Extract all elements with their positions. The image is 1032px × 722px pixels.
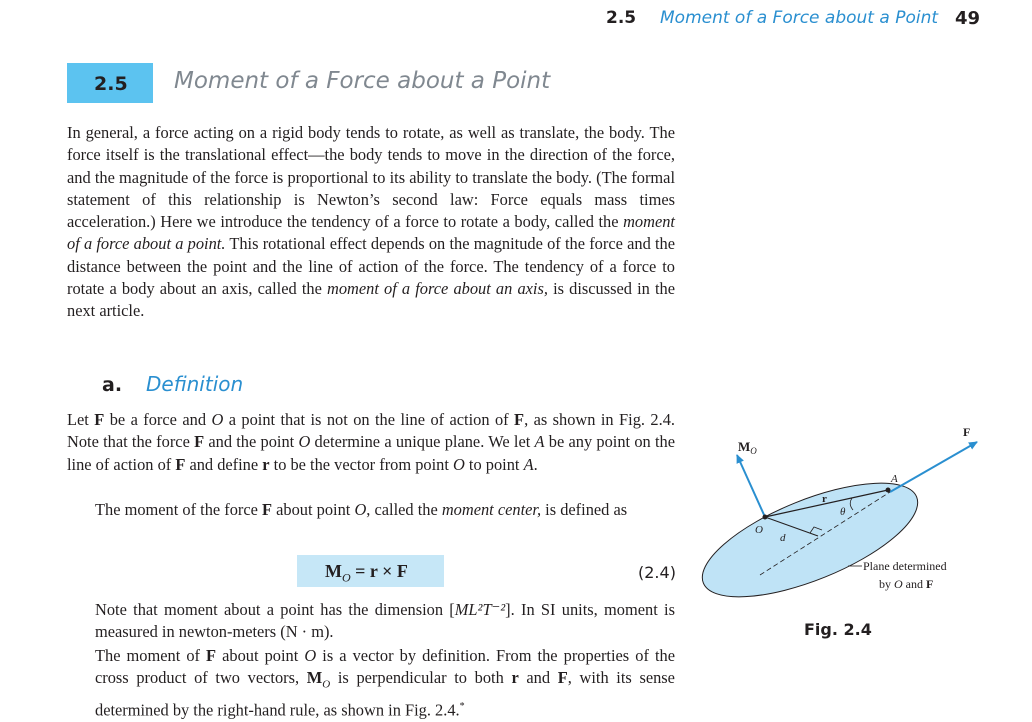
definition-paragraph: Let F be a force and O a point that is not on the line of action of F, as shown in Fig. 2.4. Note that the force F and the point O determine a unique plane. We let A be any point on the line of action of F and define r to be the vector from point O to point A. (67, 410, 675, 474)
plane-label-line1: Plane determined (863, 559, 947, 573)
point-O (763, 515, 768, 520)
section-number: 2.5 (94, 73, 128, 95)
label-O: O (755, 524, 763, 536)
label-F: F (963, 425, 971, 439)
header-section-number: 2.5 (606, 8, 637, 28)
section-title: Moment of a Force about a Point (174, 68, 551, 94)
subsection-label: a. (102, 374, 123, 396)
intro-paragraph: In general, a force acting on a rigid body tends to rotate, as well as translate, the body. The force itself is the translational effect—the body tends to move in the direction of the force, and the magnitude of the force is proportional to its ability to translate the body. (The formal statement of this relationship is Newton’s second law: Force equals mass times acceleration.) Here we introduce the tendency of a force to rotate a body, called the moment of a force about a point. This rotational effect depends on the magnitude of the force and the distance between the point and the line of action of the force. The tendency of a force to rotate a body about an axis, called the moment of a force about an axis, is discussed in the next article. (67, 123, 676, 321)
moment-vector (737, 455, 765, 517)
point-A (886, 488, 891, 493)
figure-moment-diagram (690, 420, 990, 620)
label-A: A (891, 473, 898, 485)
header-section-title: Moment of a Force about a Point (660, 8, 939, 28)
label-M: $M_O$ (738, 439, 757, 456)
label-d: d (780, 532, 786, 544)
moment-center-paragraph: The moment of the force F about point O, called the moment center, is defined as (95, 500, 628, 519)
running-header (0, 5, 1032, 31)
vector-paragraph: The moment of F about point O is a vector by definition. From the properties of the cross product of two vectors, $M_O$ is perpendicular to both r and F, with its sense determined by the right-hand rule, as shown in Fig. 2.4.* (95, 646, 675, 720)
equation: $M_O = r \times F$ (325, 561, 408, 585)
figure-caption: Fig. 2.4 (804, 620, 872, 639)
label-theta: θ (840, 506, 846, 518)
label-r: r (822, 493, 827, 505)
page-number: 49 (955, 8, 981, 29)
plane-label-line2: by O and F (879, 577, 934, 591)
force-vector (890, 442, 977, 492)
equation-number: (2.4) (638, 563, 676, 582)
subsection-title: Definition (146, 372, 244, 396)
dimension-paragraph: Note that moment about a point has the dimension [ML²T⁻²]. In SI units, moment is measured in newton-meters (N · m). (95, 600, 675, 642)
